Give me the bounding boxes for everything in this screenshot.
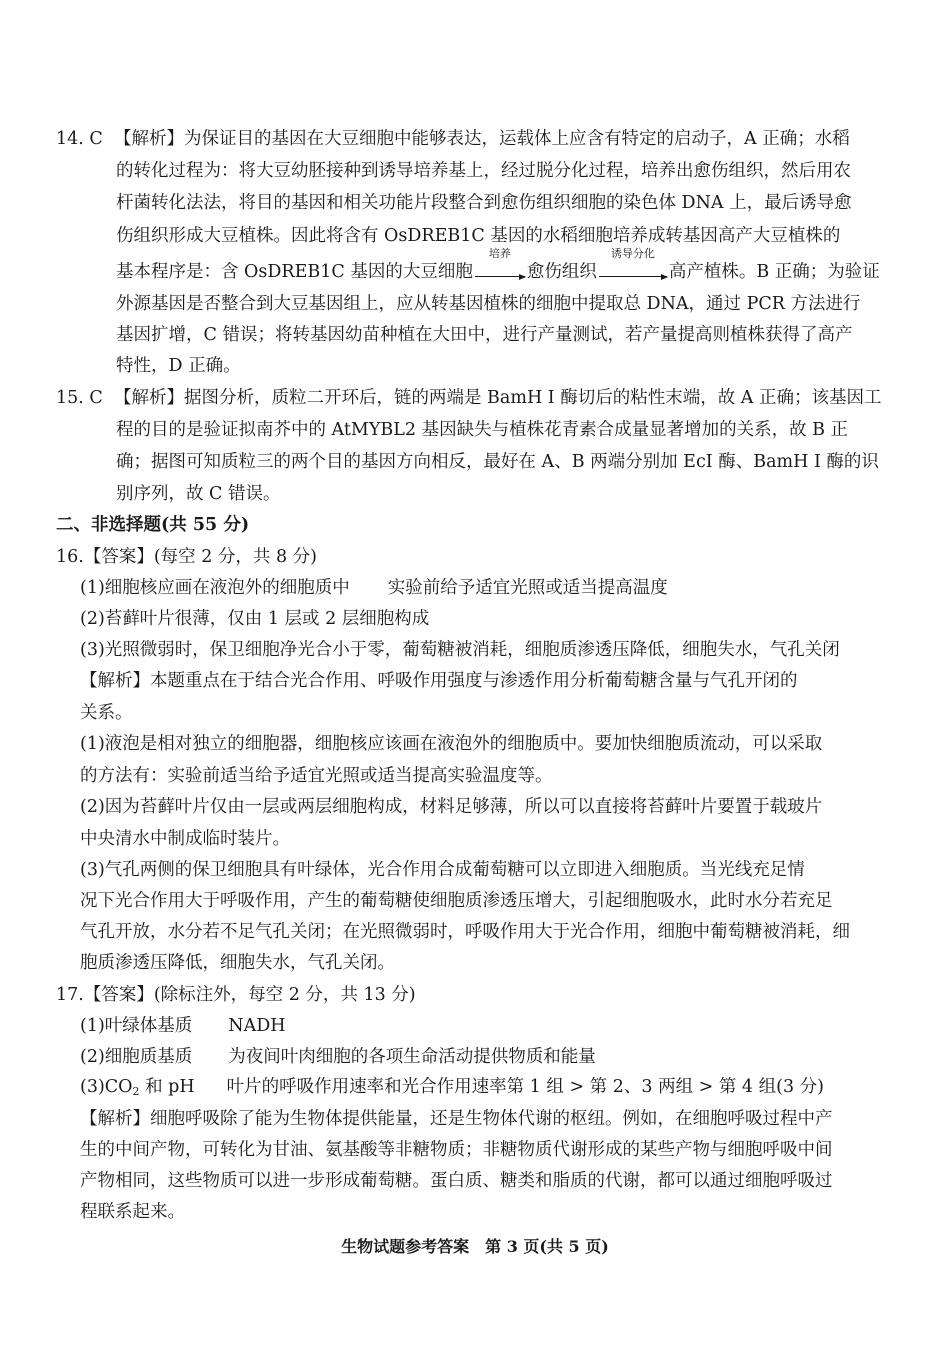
q17-answer-2a: (2)细胞质基质 [80, 1047, 193, 1067]
q17-answer-1a: (1)叶绿体基质 [80, 1016, 193, 1036]
right-arrow-icon [599, 266, 667, 277]
question-15-number: 15. C [56, 388, 103, 408]
q16-explain-line-1: 【解析】本题重点在于结合光合作用、呼吸作用强度与渗透作用分析葡萄糖含量与气孔开闭的 [80, 671, 798, 691]
q16-explain-1-line-1: (1)液泡是相对独立的细胞器，细胞核应该画在液泡外的细胞质中。要加快细胞质流动，可以采取 [80, 734, 823, 754]
q16-explain-1-line-2: 的方法有：实验前适当给予适宜光照或适当提高实验温度等。 [80, 766, 553, 786]
culture-arrow [475, 247, 525, 282]
q15-line-4: 别序列，故 C 错误。 [116, 484, 281, 504]
question-14-number: 14. C [56, 129, 103, 149]
q17-heading: 17.【答案】(除标注外，每空 2 分，共 13 分) [56, 985, 416, 1005]
culture-arrow-label: 培养 [488, 247, 511, 260]
q14-line-2: 的转化过程为：将大豆幼胚接种到诱导培养基上，经过脱分化过程，培养出愈伤组织，然后用农 [116, 161, 851, 181]
q15-line-1: 【解析】据图分析，质粒二开环后，链的两端是 BamH Ⅰ 酶切后的粘性末端，故 A 正确；该基因工 [114, 388, 882, 408]
q16-explain-3-line-2: 况下光合作用大于呼吸作用，产生的葡萄糖使细胞质渗透压增大，引起细胞吸水，此时水分若充足 [80, 891, 833, 911]
q17-answer-1b: NADH [228, 1016, 286, 1036]
q16-answer-3: (3)光照微弱时，保卫细胞净光合小于零，葡萄糖被消耗，细胞质渗透压降低，细胞失水，气孔关闭 [80, 640, 840, 660]
q17-answer-3b: 叶片的呼吸作用速率和光合作用速率第 1 组 > 第 2、3 两组 > 第 4 组(3 分) [226, 1077, 824, 1097]
q14-line-6: 外源基因是否整合到大豆基因组上，应从转基因植株的细胞中提取总 DNA，通过 PCR 方法进行 [116, 294, 861, 314]
q17-answer-3 [80, 1077, 824, 1097]
page-footer: 生物试题参考答案 第 3 页(共 5 页) [341, 1237, 609, 1256]
q17-explain-line-1: 【解析】细胞呼吸除了能为生物体提供能量，还是生物体代谢的枢纽。例如，在细胞呼吸过程中产 [80, 1109, 833, 1129]
q16-answer-1b: 实验前给予适宜光照或适当提高温度 [387, 578, 668, 598]
q14-line-5-part-c: 高产植株。B 正确；为验证 [668, 262, 880, 282]
q14-line-4: 伤组织形成大豆植株。因此将含有 OsDREB1C 基因的水稻细胞培养成转基因高产大豆植株的 [116, 226, 841, 246]
induce-arrow-label: 诱导分化 [610, 247, 655, 260]
q16-explain-3-line-1: (3)气孔两侧的保卫细胞具有叶绿体，光合作用合成葡萄糖可以立即进入细胞质。当光线充足情 [80, 860, 805, 880]
q14-line-1: 【解析】为保证目的基因在大豆细胞中能够表达，运载体上应含有特定的启动子，A 正确；水稻 [114, 129, 850, 149]
q14-line-8: 特性，D 正确。 [116, 356, 241, 376]
q16-explain-2-line-1: (2)因为苔藓叶片仅由一层或两层细胞构成，材料足够薄，所以可以直接将苔藓叶片要置于载玻片 [80, 797, 823, 817]
q16-answer-1 [80, 578, 668, 598]
q16-answer-1a: (1)细胞核应画在液泡外的细胞质中 [80, 578, 350, 598]
right-arrow-icon [475, 266, 525, 277]
q14-line-7: 基因扩增，C 错误；将转基因幼苗种植在大田中，进行产量测试，若产量提高则植株获得了高产 [116, 325, 853, 345]
q16-explain-line-2: 关系。 [80, 703, 133, 723]
q17-answer-2 [80, 1047, 596, 1067]
induce-arrow [599, 247, 667, 282]
q17-explain-line-2: 生的中间产物，可转化为甘油、氨基酸等非糖物质；非糖物质代谢形成的某些产物与细胞呼吸中间 [80, 1140, 833, 1160]
q16-answer-2: (2)苔藓叶片很薄，仅由 1 层或 2 层细胞构成 [80, 609, 430, 629]
q15-line-2: 程的目的是验证拟南芥中的 AtMYBL2 基因缺失与植株花青素合成量显著增加的关系，故 B 正 [116, 420, 849, 440]
q15-line-3: 确；据图可知质粒三的两个目的基因方向相反，最好在 A、B 两端分别加 EcI 酶、BamH Ⅰ 酶的识 [116, 452, 879, 472]
q16-heading: 16.【答案】(每空 2 分，共 8 分) [56, 547, 318, 567]
q14-line-5 [116, 247, 880, 282]
q14-line-5-part-a: 基本程序是：含 OsDREB1C 基因的大豆细胞 [116, 262, 473, 282]
q14-line-3: 杆菌转化法法，将目的基因和相关功能片段整合到愈伤组织细胞的染色体 DNA 上，最后诱导愈 [116, 193, 852, 213]
q17-answer-2b: 为夜间叶肉细胞的各项生命活动提供物质和能量 [228, 1047, 596, 1067]
q17-answer-1 [80, 1016, 286, 1036]
section-2-heading: 二、非选择题(共 55 分) [56, 515, 250, 535]
q17-explain-line-3: 产物相同，这些物质可以进一步形成葡萄糖。蛋白质、糖类和脂质的代谢，都可以通过细胞呼吸过 [80, 1171, 833, 1191]
q17-answer-3a: $(3)CO_2$ 和 pH [80, 1077, 195, 1098]
q16-explain-2-line-2: 中央清水中制成临时装片。 [80, 829, 290, 849]
q16-explain-3-line-4: 胞质渗透压降低，细胞失水，气孔关闭。 [80, 953, 395, 973]
q14-line-5-part-b: 愈伤组织 [526, 262, 597, 282]
q16-explain-3-line-3: 气孔开放，水分若不足气孔关闭；在光照微弱时，呼吸作用大于光合作用，细胞中葡萄糖被消耗，细 [80, 922, 850, 942]
q17-explain-line-4: 程联系起来。 [80, 1202, 185, 1222]
